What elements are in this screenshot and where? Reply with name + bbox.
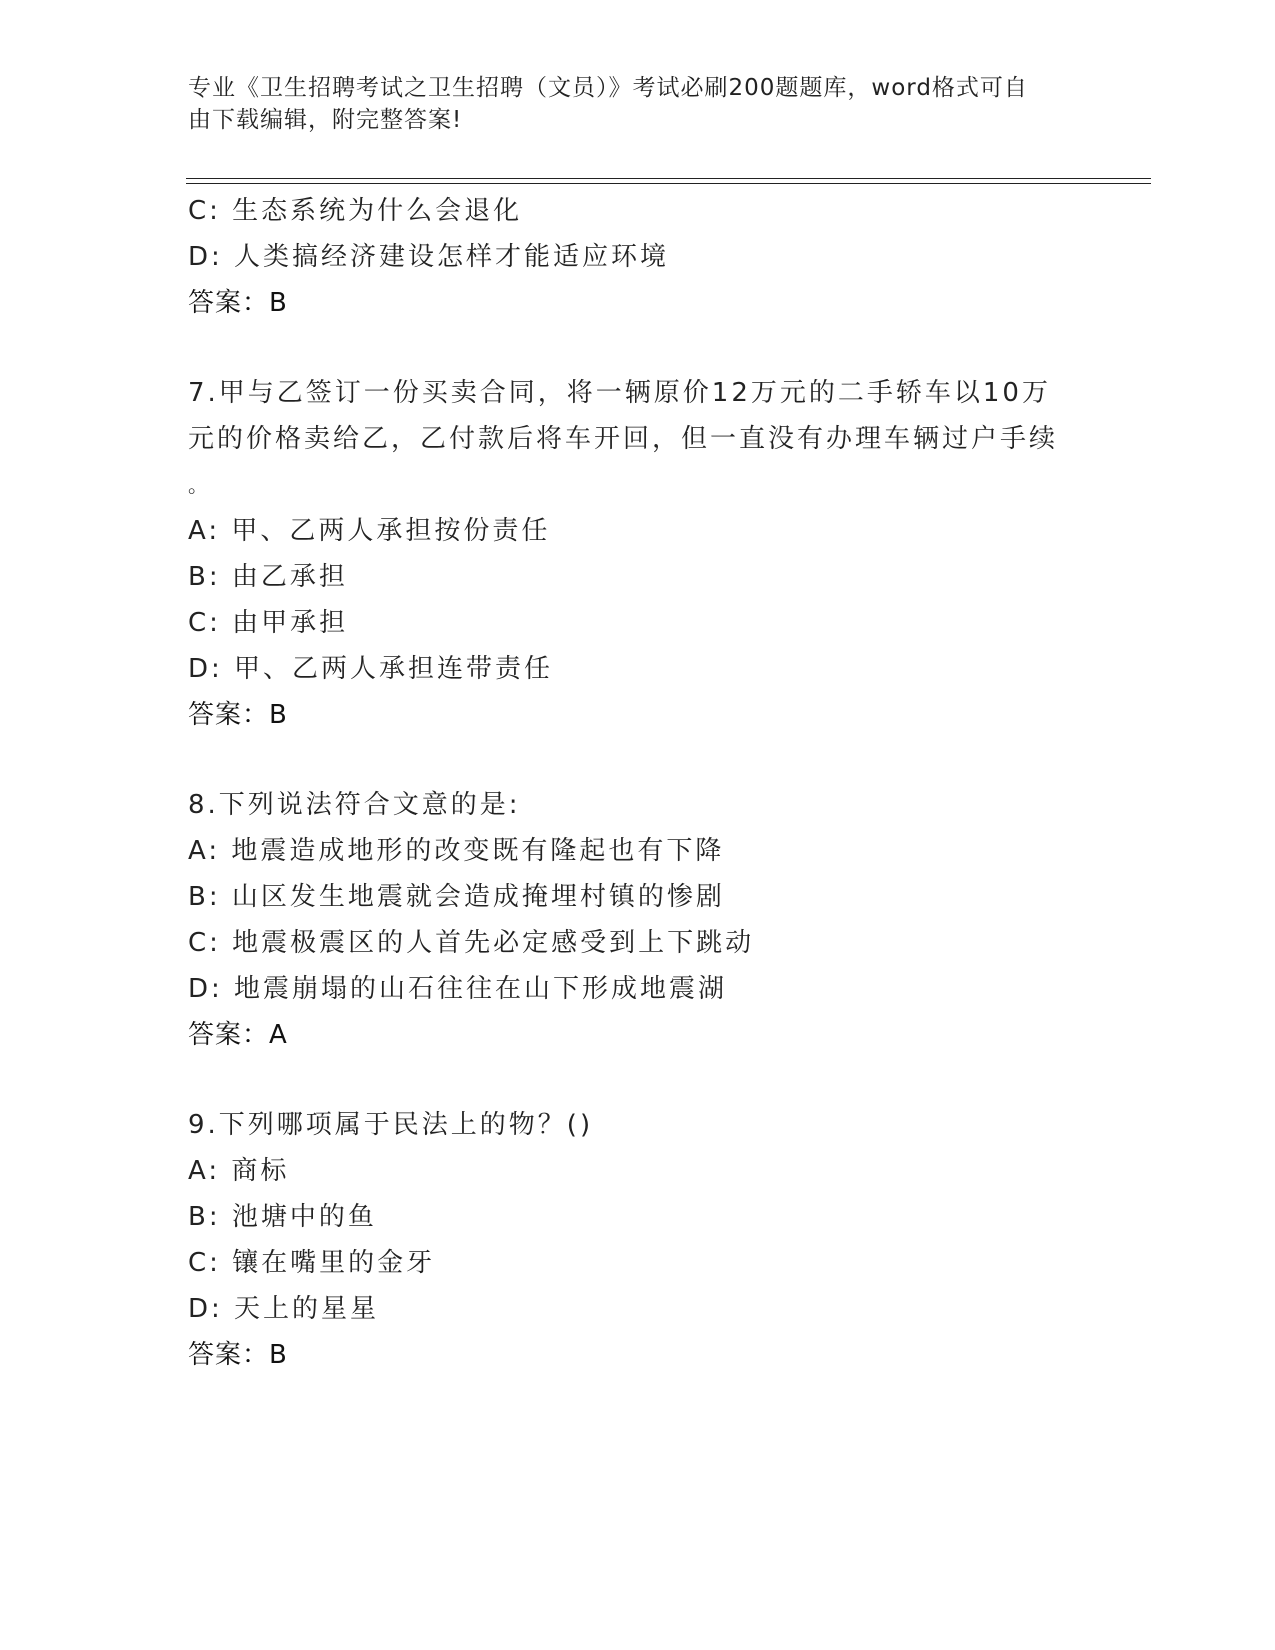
- header-line-2: 由下载编辑，附完整答案!: [188, 107, 463, 133]
- option-b: B: 山区发生地震就会造成掩埋村镇的惨剧: [188, 882, 725, 912]
- answer-line: 答案：B: [188, 1340, 288, 1370]
- option-d: D: 甲、乙两人承担连带责任: [188, 654, 554, 684]
- answer-line: 答案：B: [188, 288, 288, 318]
- question-text-line-2: 元的价格卖给乙，乙付款后将车开回，但一直没有办理车辆过户手续: [188, 424, 1059, 454]
- question-text-line-1: 9.下列哪项属于民法上的物？(): [188, 1110, 594, 1140]
- option-c: C: 地震极震区的人首先必定感受到上下跳动: [188, 928, 755, 958]
- header-divider-top: [186, 178, 1151, 179]
- question-block-6: [188, 188, 1078, 326]
- header-divider-bottom: [186, 183, 1151, 184]
- option-c: C: 镶在嘴里的金牙: [188, 1248, 436, 1278]
- question-list: [188, 188, 1078, 1378]
- question-block-9: [188, 1102, 1078, 1378]
- option-a: A: 商标: [188, 1156, 290, 1186]
- question-text-line-1: 8.下列说法符合文意的是:: [188, 790, 521, 820]
- header-line-1: 专业《卫生招聘考试之卫生招聘（文员）》考试必刷200题题库，word格式可自: [188, 75, 1028, 101]
- option-d: D: 天上的星星: [188, 1294, 380, 1324]
- question-text-tail: 。: [188, 473, 208, 497]
- document-header: [188, 72, 1068, 136]
- option-d: D: 地震崩塌的山石往往在山下形成地震湖: [188, 974, 728, 1004]
- question-block-7: [188, 370, 1078, 738]
- spacer: [188, 326, 1078, 370]
- option-b: B: 由乙承担: [188, 562, 348, 592]
- option-d: D: 人类搞经济建设怎样才能适应环境: [188, 242, 670, 272]
- option-c: C: 由甲承担: [188, 608, 349, 638]
- option-a: A: 甲、乙两人承担按份责任: [188, 516, 551, 546]
- answer-line: 答案：A: [188, 1020, 288, 1050]
- question-text-line-1: 7.甲与乙签订一份买卖合同，将一辆原价12万元的二手轿车以10万: [188, 378, 1051, 408]
- option-a: A: 地震造成地形的改变既有隆起也有下降: [188, 836, 725, 866]
- question-block-8: [188, 782, 1078, 1058]
- option-b: B: 池塘中的鱼: [188, 1202, 377, 1232]
- option-c: C: 生态系统为什么会退化: [188, 196, 523, 226]
- answer-line: 答案：B: [188, 700, 288, 730]
- spacer: [188, 1058, 1078, 1102]
- spacer: [188, 738, 1078, 782]
